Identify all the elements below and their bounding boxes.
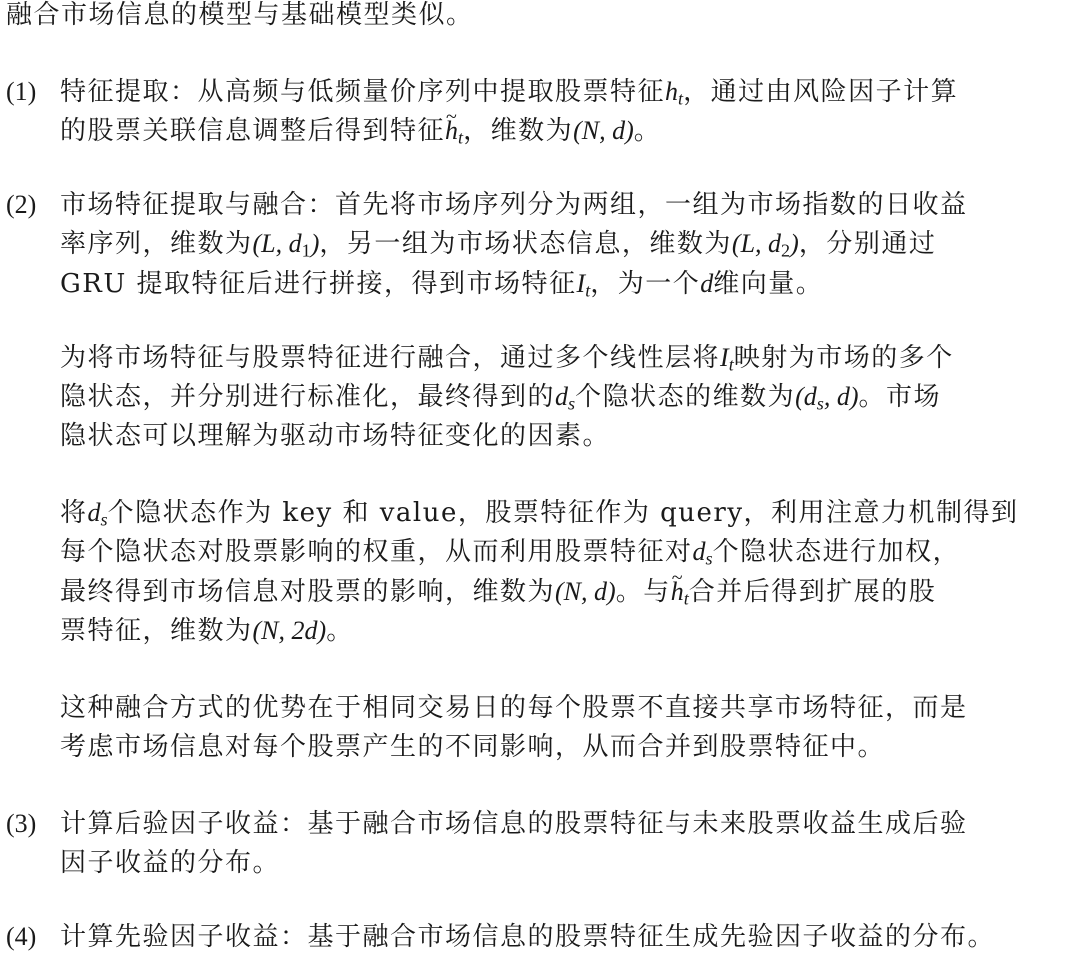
math-h-tilde: ~ h — [445, 112, 458, 150]
math-dims: (L, d — [731, 229, 782, 258]
text: 个隐状态作为 key 和 value，股票特征作为 query，利用注意力机制得到 — [107, 498, 1019, 528]
math-I: I — [720, 343, 729, 372]
math-sub: 1 — [301, 240, 311, 261]
math-d: d — [87, 498, 101, 527]
text: 的股票关联信息调整后得到特征 — [60, 116, 446, 146]
text: 考虑市场信息对每个股票产生的不同影响，从而合并到股票特征中。 — [60, 732, 886, 762]
math-sub-s: s — [816, 393, 824, 414]
text: 计算先验因子收益：基于融合市场信息的股票特征生成先验因子收益的分布。 — [60, 922, 996, 952]
para-b-line-4 — [60, 612, 354, 650]
intro-text: 融合市场信息的模型与基础模型类似。 — [6, 0, 474, 30]
text: 隐状态可以理解为驱动市场特征变化的因素。 — [60, 421, 611, 451]
text: 隐状态，并分别进行标准化，最终得到的 — [60, 382, 556, 412]
text: 个隐状态进行加权， — [712, 537, 961, 567]
math-sub-t: t — [458, 127, 464, 148]
para-c-line-2 — [60, 728, 885, 766]
item-2-line-1 — [60, 186, 968, 224]
text: 每个隐状态对股票影响的权重，从而利用股票特征对 — [60, 537, 693, 567]
math-dims: (N, d) — [555, 577, 616, 606]
text: ，分别通过 — [798, 229, 937, 259]
text: 。 — [326, 616, 354, 646]
math-I: I — [576, 269, 586, 298]
math-dims: (d — [795, 382, 817, 411]
item-1-line-2 — [60, 112, 661, 150]
para-a-line-1 — [60, 339, 954, 377]
para-c-line-1 — [60, 689, 968, 727]
math-dims: (N, 2d) — [252, 616, 327, 645]
text: 计算后验因子收益：基于融合市场信息的股票特征与未来股票收益生成后验 — [60, 809, 968, 839]
text: 。与 — [615, 577, 671, 607]
text: 将 — [60, 498, 88, 528]
text: GRU 提取特征后进行拼接，得到市场特征 — [60, 269, 577, 299]
math-sub-s: s — [100, 509, 108, 530]
math-sub-t: t — [728, 354, 734, 375]
text: 。市场 — [858, 382, 942, 412]
para-b-line-1 — [60, 494, 1019, 532]
math-close: , d) — [823, 382, 859, 411]
item-2-number: (2) — [6, 190, 37, 219]
text: ，为一个 — [590, 269, 701, 299]
item-1-number: (1) — [6, 77, 37, 106]
text: 市场特征提取与融合：首先将市场序列分为两组，一组为市场指数的日收益 — [60, 190, 968, 220]
text: 特征提取：从高频与低频量价序列中提取股票特征 — [60, 77, 666, 107]
para-a-line-2 — [60, 378, 941, 416]
text: 合并后得到扩展的股 — [688, 577, 937, 607]
math-h: h — [665, 77, 679, 106]
text: 个隐状态的维数为 — [575, 382, 796, 412]
math-sub-t: t — [683, 588, 689, 609]
text: ，另一组为市场状态信息，维数为 — [319, 229, 732, 259]
item-2-line-3 — [60, 265, 823, 303]
intro-line — [6, 0, 474, 34]
item-4-line-1 — [60, 918, 995, 956]
math-dims: (N, d) — [573, 116, 634, 145]
math-d: d — [555, 382, 569, 411]
math-sub-t: t — [678, 88, 684, 109]
item-3-line-2 — [60, 844, 280, 882]
math-close: ) — [790, 229, 799, 258]
math-d: d — [692, 537, 706, 566]
math-h-tilde: ~ h — [671, 573, 684, 611]
para-b-line-3 — [60, 573, 936, 611]
text: ，通过由风险因子计算 — [683, 77, 959, 107]
math-dims: (L, d — [252, 229, 302, 258]
text: ，维数为 — [463, 116, 574, 146]
math-sub-t: t — [585, 280, 591, 301]
item-1-line-1 — [60, 73, 958, 111]
math-sub: 2 — [781, 240, 791, 261]
text: 为将市场特征与股票特征进行融合，通过多个线性层将 — [60, 343, 721, 373]
math-d: d — [700, 269, 714, 298]
text: 这种融合方式的优势在于相同交易日的每个股票不直接共享市场特征，而是 — [60, 693, 968, 723]
text: 映射为市场的多个 — [733, 343, 954, 373]
para-b-line-2 — [60, 533, 960, 571]
text: 维向量。 — [713, 269, 824, 299]
item-4-number: (4) — [6, 922, 37, 951]
text: 。 — [633, 116, 662, 146]
para-a-line-3 — [60, 417, 610, 455]
math-sub-s: s — [568, 393, 576, 414]
text: 最终得到市场信息对股票的影响，维数为 — [60, 577, 556, 607]
text: 票特征，维数为 — [60, 616, 253, 646]
item-3-line-1 — [60, 805, 968, 843]
text: 因子收益的分布。 — [60, 848, 281, 878]
item-2-line-2 — [60, 225, 936, 263]
math-sub-s: s — [705, 548, 713, 569]
item-3-number: (3) — [6, 809, 37, 838]
text: 率序列，维数为 — [60, 229, 253, 259]
math-close: ) — [310, 229, 320, 258]
